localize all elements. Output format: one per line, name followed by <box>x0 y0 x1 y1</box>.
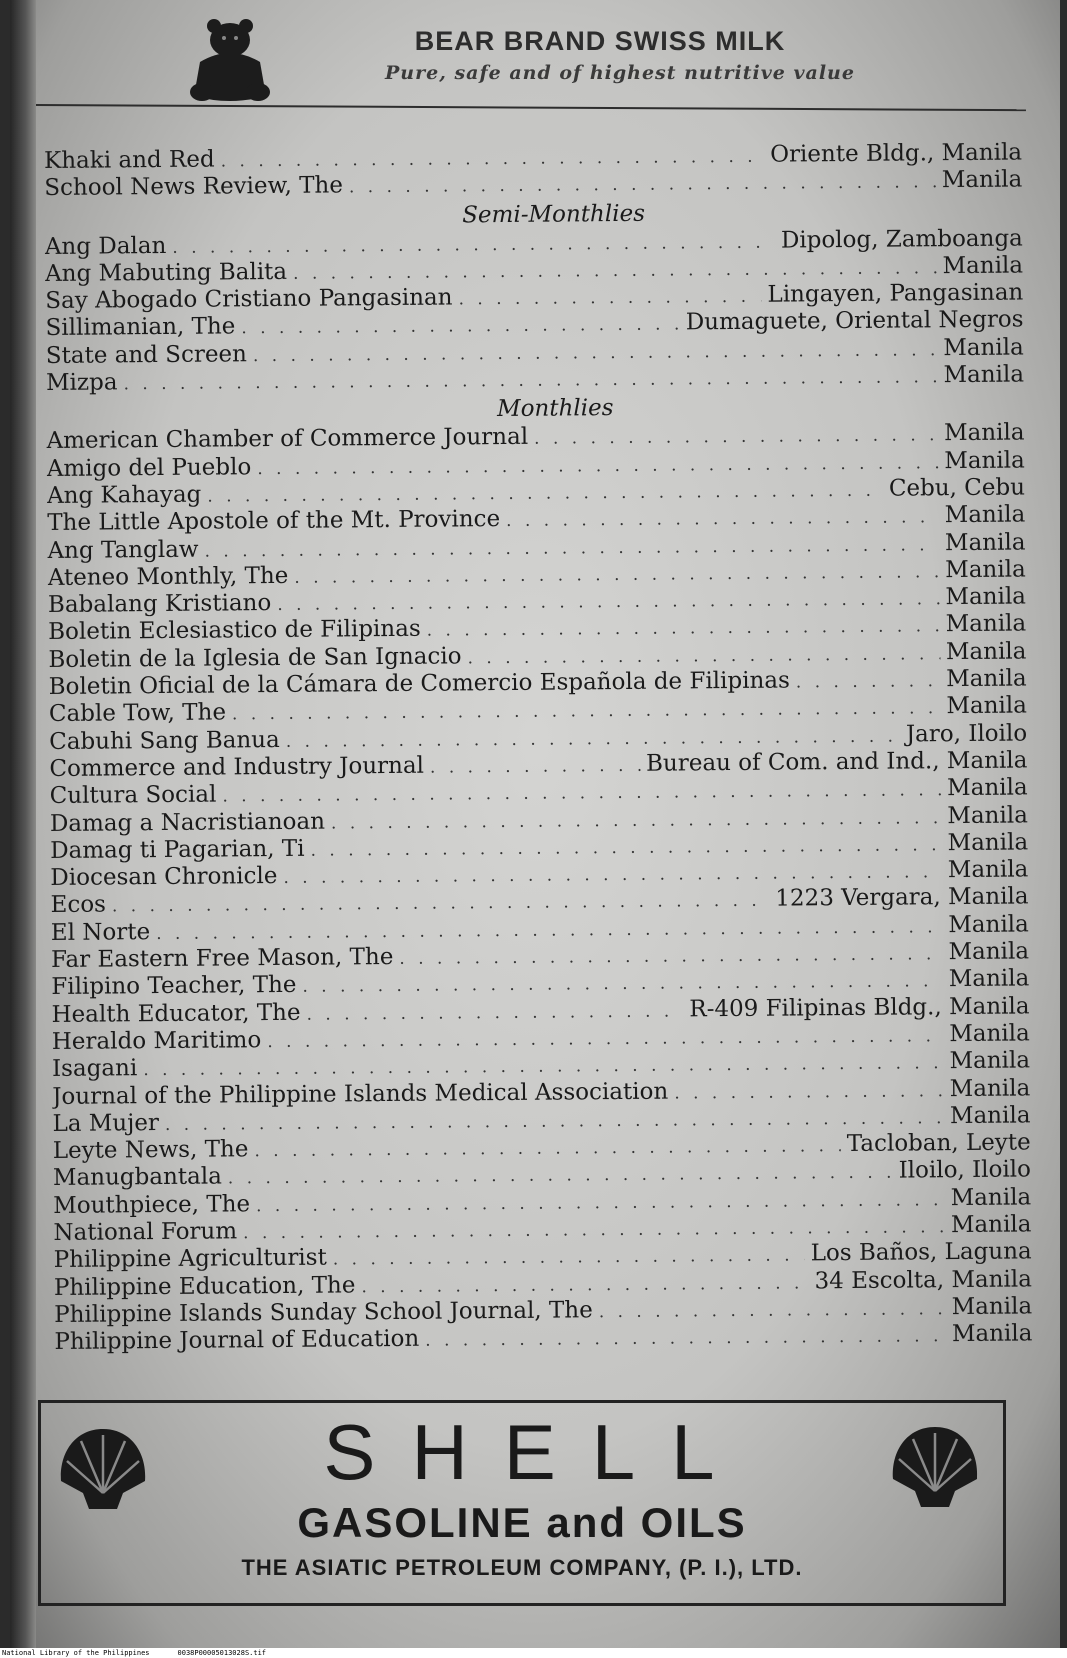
entry-name: Ecos <box>50 891 107 919</box>
entry-name: Boletin Oficial de la Cámara de Comercio Española de Filipinas <box>48 667 790 701</box>
entry-name: Boletin de la Iglesia de San Ignacio <box>48 643 462 673</box>
entry-location: Manila <box>944 447 1025 474</box>
publication-listing <box>44 139 1033 1356</box>
entry-location: Manila <box>949 1020 1030 1048</box>
entry-name: Manugbantala <box>52 1163 222 1192</box>
entry-name: Mouthpiece, The <box>53 1190 251 1219</box>
entry-location: Manila <box>947 829 1029 856</box>
entry-location: Los Baños, Laguna <box>810 1238 1032 1267</box>
entry-name: Philippine Islands Sunday School Journal, The <box>54 1297 593 1328</box>
entry-location: Manila <box>945 583 1027 611</box>
entry-name: Health Educator, The <box>51 999 301 1028</box>
shell-advertisement <box>38 1400 1006 1606</box>
entry-location: Manila <box>950 1211 1032 1239</box>
ad-company: THE ASIATIC PETROLEUM COMPANY, (P. I.), LTD. <box>241 1555 803 1580</box>
entry-name: Ateneo Monthly, The <box>47 562 289 591</box>
entry-location: 1223 Vergara, Manila <box>775 883 1029 913</box>
entry-location: Manila <box>944 501 1026 529</box>
entry-name: The Little Apostole of the Mt. Province <box>47 506 501 537</box>
entry-name: Filipino Teacher, The <box>51 972 297 1001</box>
entry-name: Diocesan Chronicle <box>50 863 278 892</box>
entry-location: Manila <box>945 556 1026 584</box>
entry-name: Leyte News, The <box>52 1136 249 1165</box>
scan-footer <box>0 1648 1067 1658</box>
entry-location: Manila <box>942 252 1024 280</box>
entry-name: La Mujer <box>52 1109 160 1137</box>
entry-name: Commerce and Industry Journal <box>49 752 425 782</box>
entry-location: Manila <box>943 419 1025 447</box>
entry-location: Manila <box>946 665 1027 693</box>
entry-location: Bureau of Com. and Ind., Manila <box>645 747 1028 777</box>
entry-location: Manila <box>941 166 1023 194</box>
header-title: BEAR BRAND SWISS MILK <box>414 26 786 56</box>
entry-name: Babalang Kristiano <box>47 590 272 619</box>
entry-name: Philippine Agriculturist <box>53 1244 327 1274</box>
entry-location: Manila <box>949 1074 1031 1102</box>
header-divider <box>36 104 1026 111</box>
entry-location: Manila <box>945 610 1027 638</box>
entry-location: Manila <box>943 334 1024 361</box>
entry-name: Ang Tanglaw <box>47 536 199 564</box>
entry-location: Jaro, Iloilo <box>905 720 1028 748</box>
entry-location: Manila <box>948 965 1030 993</box>
entry-name: Amigo del Pueblo <box>46 453 252 482</box>
page <box>10 0 1060 1648</box>
entry-name: Ang Dalan <box>44 232 167 260</box>
entry-location: Manila <box>947 801 1028 829</box>
entry-name: Far Eastern Free Mason, The <box>50 943 394 973</box>
ad-product: GASOLINE and OILS <box>297 1499 747 1546</box>
entry-name: El Norte <box>50 918 151 946</box>
entry-name: Heraldo Maritimo <box>51 1027 262 1055</box>
entry-location: Manila <box>947 774 1028 802</box>
entry-location: Manila <box>949 1102 1031 1129</box>
entry-location: Manila <box>946 692 1028 720</box>
entry-name: Cultura Social <box>49 781 217 810</box>
entry-location: Manila <box>947 856 1029 884</box>
entry-name: Sillimanian, The <box>45 313 236 342</box>
entry-name: School News Review, The <box>44 172 344 202</box>
entry-name: Damag a Nacristianoan <box>49 808 326 837</box>
entry-location: R-409 Filipinas Bldg., Manila <box>689 993 1030 1023</box>
footer-file: 0038P00005013028S.tif <box>177 1649 267 1657</box>
entry-location: Manila <box>950 1184 1032 1211</box>
entry-location: 34 Escolta, Manila <box>814 1266 1033 1294</box>
entry-name: Say Abogado Cristiano Pangasinan <box>45 284 453 315</box>
entry-location: Manila <box>945 638 1027 665</box>
entry-name: Philippine Education, The <box>53 1271 356 1301</box>
section-heading-semi-monthlies: Semi-Monthlies <box>462 200 646 228</box>
book-spine <box>10 0 36 1648</box>
entry-name: Isagani <box>51 1055 138 1083</box>
entry-name: Khaki and Red <box>44 146 215 174</box>
entry-name: Cabuhi Sang Banua <box>49 726 280 755</box>
entry-name: Boletin Eclesiastico de Filipinas <box>48 616 421 646</box>
entry-name: Damag ti Pagarian, Ti <box>50 835 305 864</box>
footer-source: National Library of the Philippines <box>2 1649 150 1657</box>
entry-location: Cebu, Cebu <box>888 474 1026 502</box>
entry-location: Manila <box>948 911 1029 938</box>
entry-location: Manila <box>943 361 1025 389</box>
entry-location: Iloilo, Iloilo <box>898 1156 1032 1184</box>
header-tagline: Pure, safe and of highest nutritive value <box>385 62 855 84</box>
ad-brand: SHELL <box>323 1408 751 1496</box>
entry-location: Manila <box>948 938 1030 966</box>
entry-name: National Forum <box>53 1218 238 1246</box>
entry-name: American Chamber of Commerce Journal <box>46 424 529 455</box>
entry-name: State and Screen <box>45 341 248 369</box>
entry-location: Lingayen, Pangasinan <box>767 279 1024 308</box>
entry-name: Ang Mabuting Balita <box>44 258 288 287</box>
entry-name: Ang Kahayag <box>46 481 202 509</box>
entry-location: Manila <box>944 529 1026 556</box>
entry-location: Manila <box>951 1293 1033 1320</box>
entry-location: Manila <box>951 1320 1033 1348</box>
entry-location: Dumaguete, Oriental Negros <box>685 306 1024 336</box>
entry-name: Philippine Journal of Education <box>54 1325 420 1356</box>
entry-location: Dipolog, Zamboanga <box>780 225 1023 254</box>
entry-name: Mizpa <box>45 369 118 397</box>
entry-location: Oriente Bldg., Manila <box>770 139 1023 168</box>
entry-location: Manila <box>949 1047 1031 1075</box>
bear-logo-icon <box>180 14 280 106</box>
section-heading-monthlies: Monthlies <box>496 395 614 423</box>
entry-location: Tacloban, Leyte <box>846 1129 1031 1158</box>
entry-name: Journal of the Philippine Islands Medical Association <box>52 1078 669 1110</box>
entry-name: Cable Tow, The <box>48 699 227 728</box>
